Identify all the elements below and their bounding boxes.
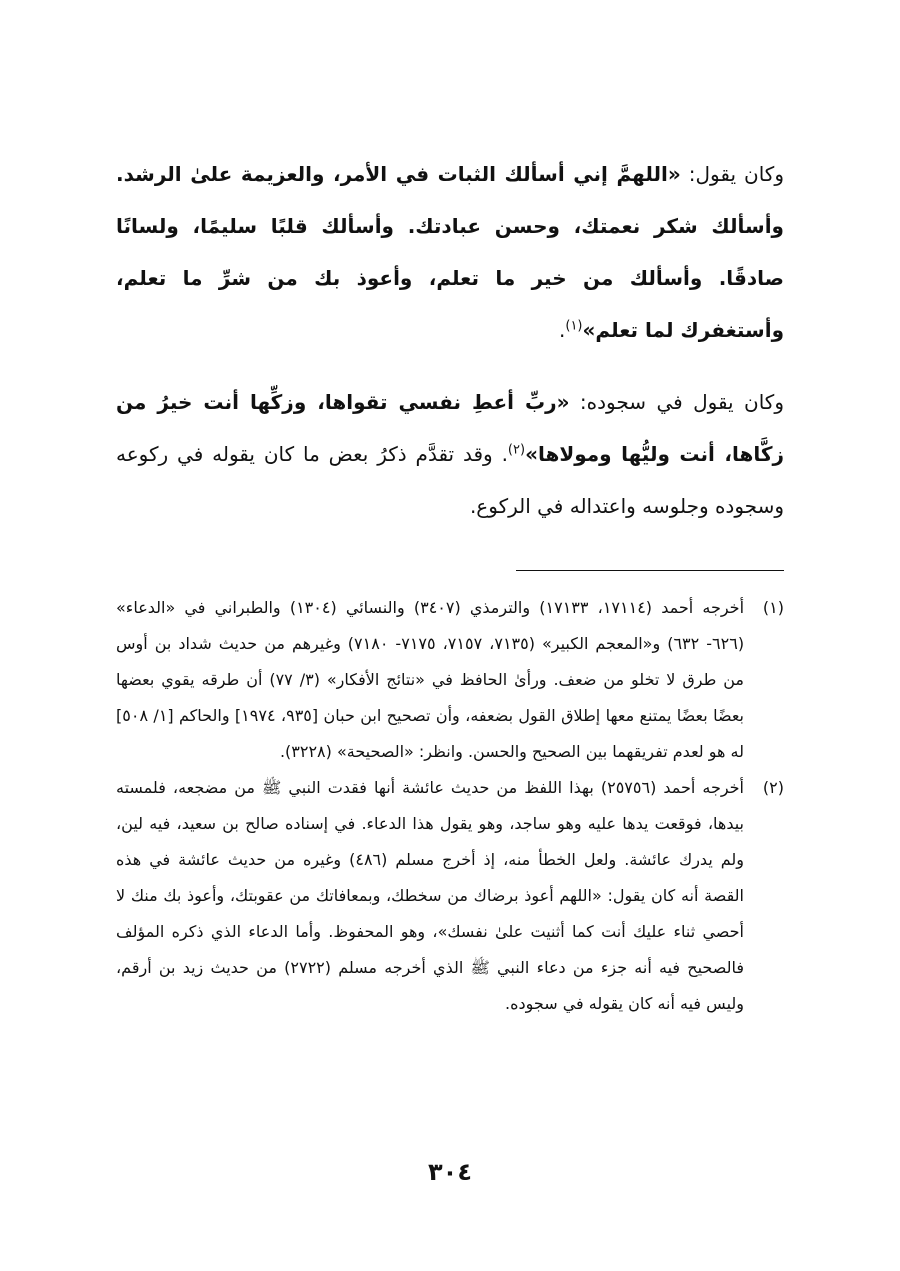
footnote-1 [116, 590, 784, 770]
main-text [116, 148, 784, 532]
paragraph-1 [116, 148, 784, 356]
footnotes [116, 590, 784, 1022]
footnote-1-number: (١) [762, 598, 784, 617]
footnote-2-number: (٢) [762, 778, 784, 797]
paragraph-1-intro: وكان يقول: [680, 162, 784, 186]
paragraph-1-tail: . [559, 318, 566, 342]
page-number: ٣٠٤ [428, 1158, 472, 1186]
paragraph-2 [116, 376, 784, 532]
paragraph-2-intro: وكان يقول في سجوده: [569, 390, 784, 414]
paragraph-1-quote: «اللهمَّ إني أسألك الثبات في الأمر، والعزيمة علىٰ الرشد. وأسألك شكر نعمتك، وحسن عبادتك. وأسألك قلبًا سليمًا، ولسانًا صادقًا. وأسألك من خير ما تعلم، وأعوذ بك من شرِّ ما تعلم، وأستغفرك لما تعلم» [116, 162, 784, 342]
footnote-separator [516, 570, 784, 571]
footnote-2 [116, 770, 784, 1022]
paragraph-2-tail: . وقد تقدَّم ذكرُ بعض ما كان يقوله في ركوعه وسجوده وجلوسه واعتداله في الركوع. [116, 442, 784, 518]
footnote-2-text: أخرجه أحمد (٢٥٧٥٦) بهذا اللفظ من حديث عائشة أنها فقدت النبي ﷺ من مضجعه، فلمسته بيدها، فوقعت يدها عليه وهو ساجد، وهو يقول هذا الدعاء. في إسناده صالح بن سعيد، فيه لين، ولم يدرك عائشة. ولعل الخطأ منه، إذ أخرج مسلم (٤٨٦) وغيره من حديث عائشة في هذه القصة أنه كان يقول: «اللهم أعوذ برضاك من سخطك، وبمعافاتك من عقوبتك، وأعوذ بك منك لا أحصي ثناء عليك أنت كما أثنيت علىٰ نفسك»، وهو المحفوظ. وأما الدعاء الذي ذكره المؤلف فالصحيح فيه أنه جزء من دعاء النبي ﷺ الذي أخرجه مسلم (٢٧٢٢) من حديث زيد بن أرقم، وليس فيه أنه كان يقوله في سجوده. [116, 778, 745, 1013]
footnote-ref-2[interactable]: (٢) [507, 442, 526, 458]
paragraph-2-quote: «ربِّ أعطِ نفسي تقواها، وزكِّها أنت خيرُ من زكَّاها، أنت وليُّها ومولاها» [116, 390, 784, 466]
footnote-1-text: أخرجه أحمد (١٧١١٤، ١٧١٣٣) والترمذي (٣٤٠٧) والنسائي (١٣٠٤) والطبراني في «الدعاء» (٦٢٦- ٦٣٢) و«المعجم الكبير» (٧١٣٥، ٧١٥٧، ٧١٧٥- ٧١٨٠) وغيرهم من حديث شداد بن أوس من طرق لا تخلو من ضعف. ورأىٰ الحافظ في «نتائج الأفكار» (٣/ ٧٧) أن طرقه يقوي بعضها بعضًا بعضًا يمتنع معها إطلاق القول بضعفه، وأن تصحيح ابن حبان [٩٣٥، ١٩٧٤] والحاكم [١/ ٥٠٨] له هو لعدم تفريقهما بين الصحيح والحسن. وانظر: «الصحيحة» (٣٢٢٨). [116, 598, 745, 761]
footnote-ref-1[interactable]: (١) [565, 318, 583, 334]
